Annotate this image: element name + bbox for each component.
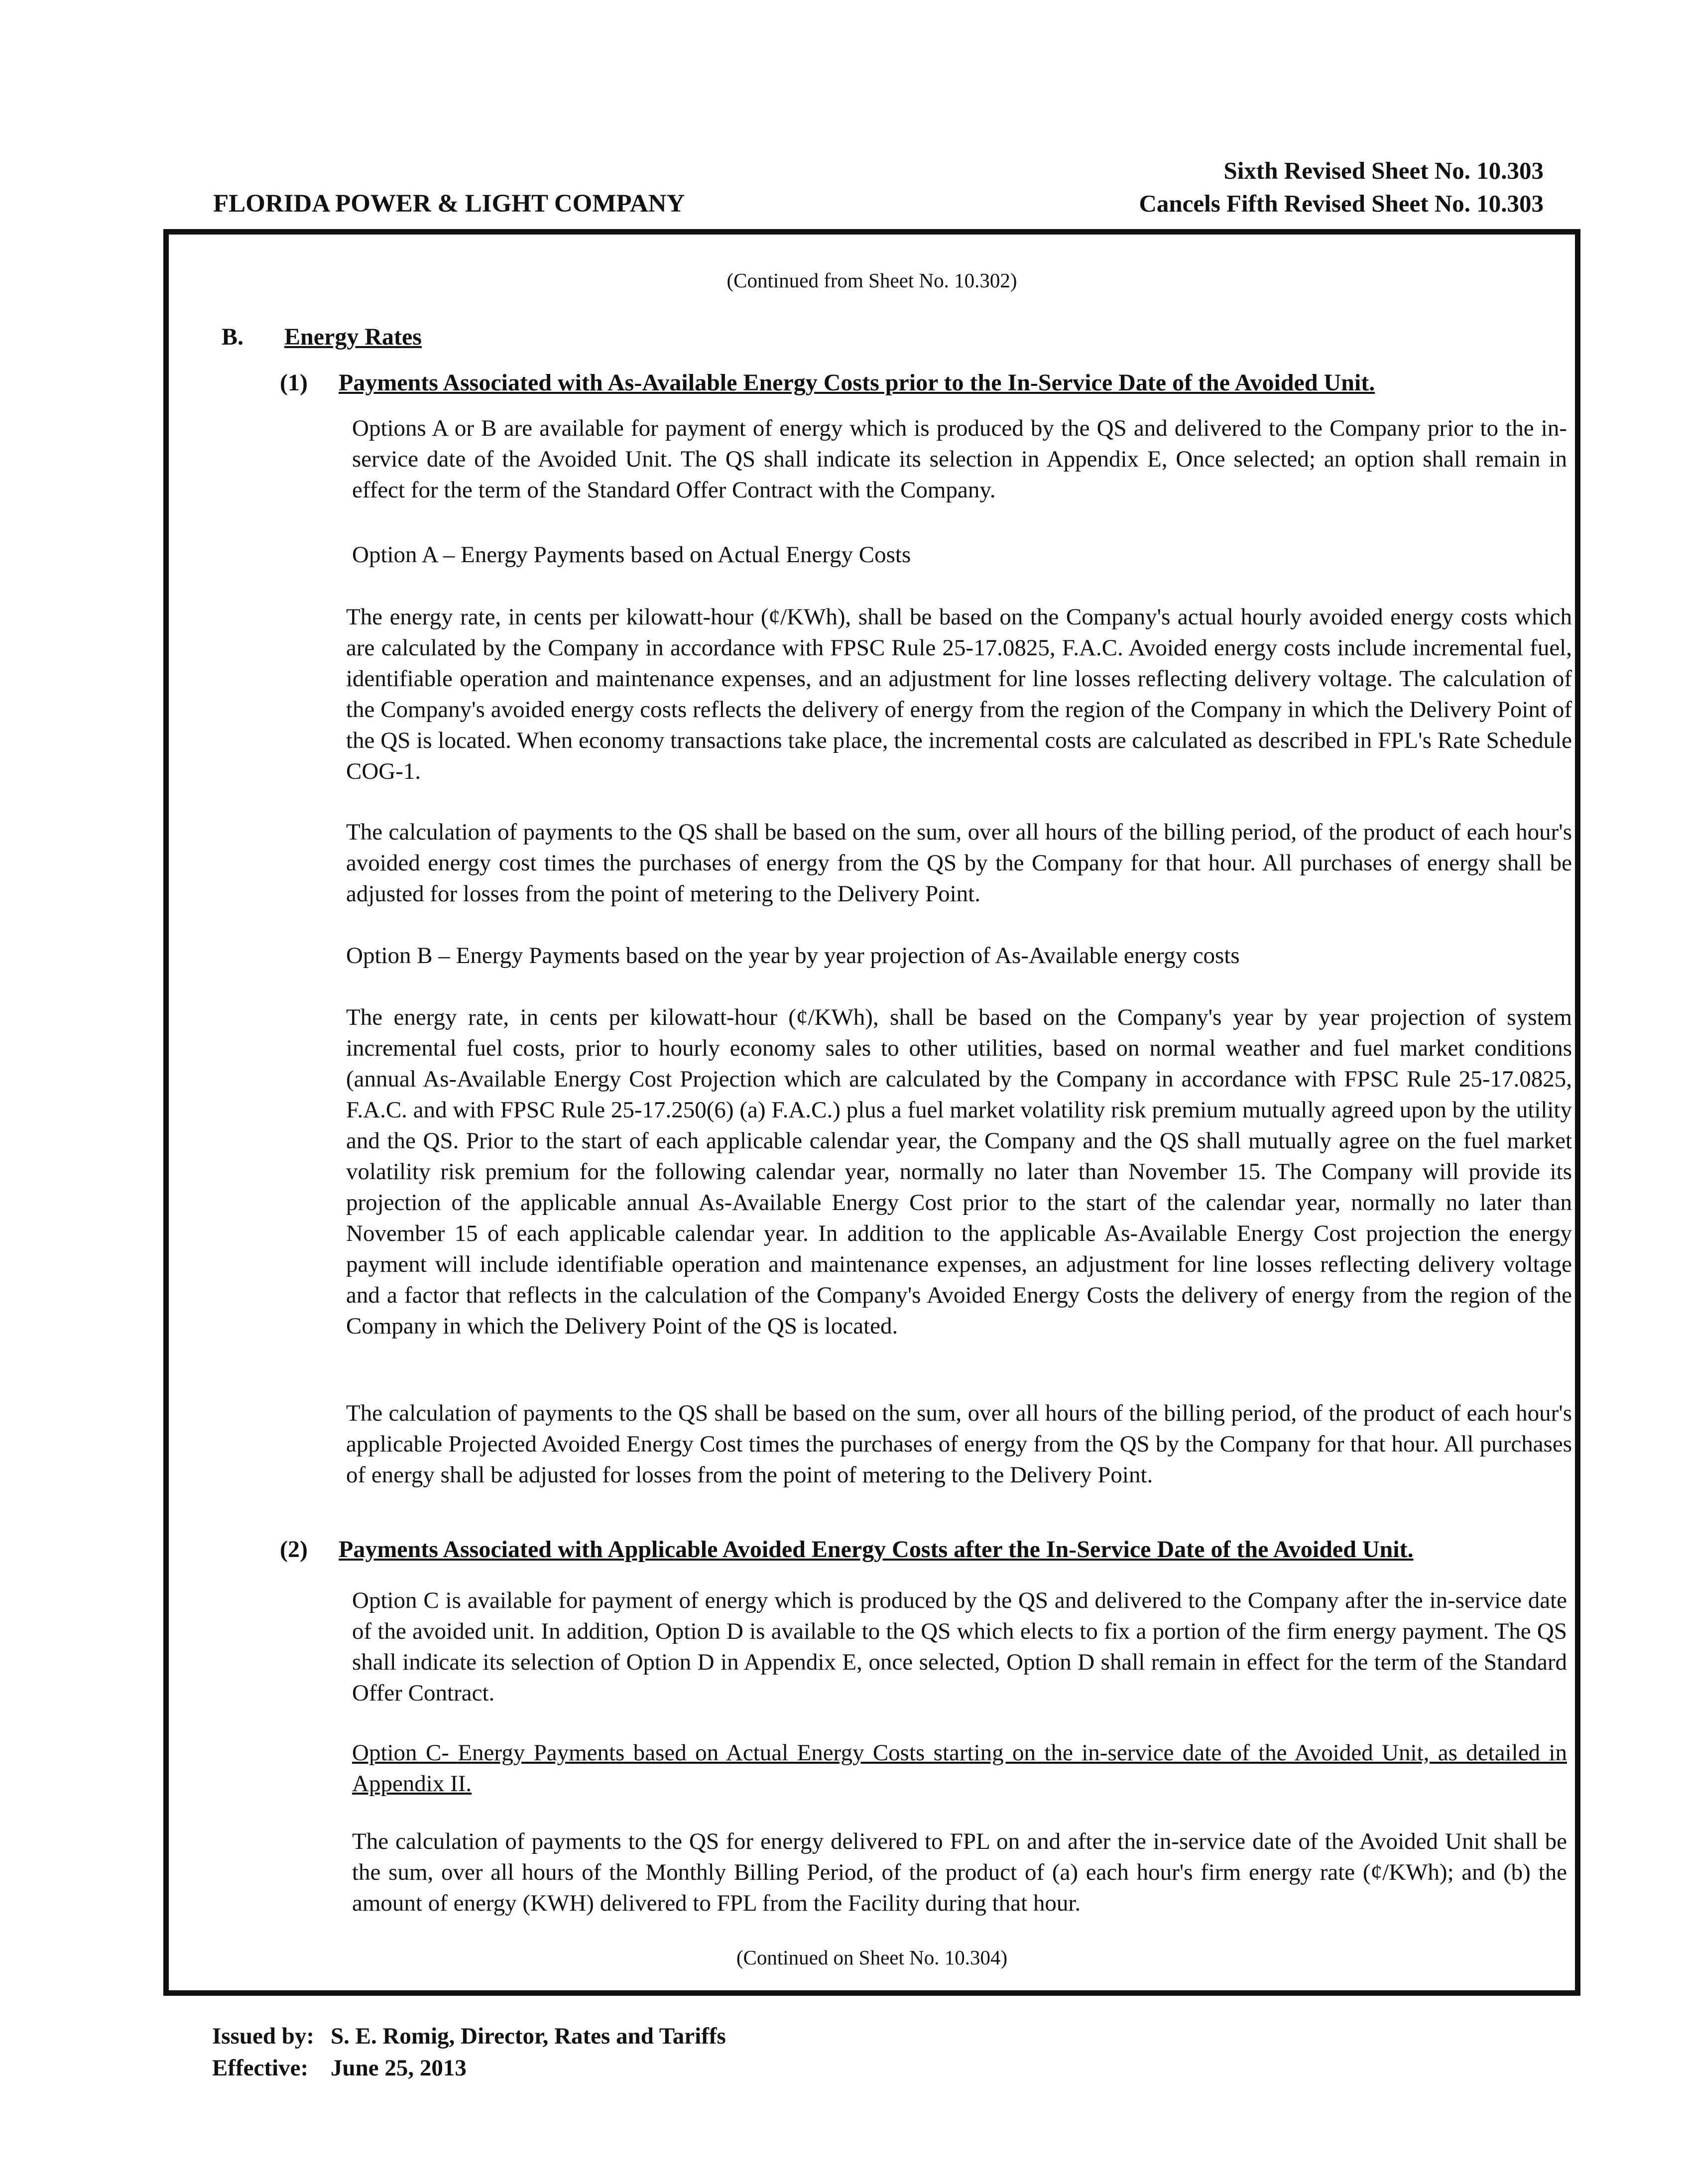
section-title: Energy Rates (284, 324, 422, 350)
subsection-1-heading (280, 369, 1375, 396)
section-b-heading (222, 323, 422, 351)
issued-by-label: Issued by: (212, 2023, 315, 2049)
continued-from-note: (Continued from Sheet No. 10.302) (726, 269, 1017, 292)
issued-by-line (212, 2020, 726, 2052)
subsection-title: Payments Associated with As-Available Energy Costs prior to the In-Service Date of the Avoided Unit. (339, 369, 1375, 396)
cancels-sheet-number: Cancels Fifth Revised Sheet No. 10.303 (1139, 190, 1544, 217)
section-letter: B. (222, 324, 244, 350)
subsection-title: Payments Associated with Applicable Avoided Energy Costs after the In-Service Date of the Avoided Unit. (339, 1536, 1414, 1563)
effective-line (212, 2052, 726, 2084)
issuance-footer (212, 2020, 726, 2084)
option-b-heading: Option B – Energy Payments based on the year by year projection of As-Available energy costs (346, 943, 1240, 969)
issued-by-value: S. E. Romig, Director, Rates and Tariffs (331, 2023, 726, 2049)
effective-date: June 25, 2013 (331, 2055, 467, 2081)
paragraph-option-b-rate: The energy rate, in cents per kilowatt-hour (¢/KWh), shall be based on the Company's year by year projection of system incremental fuel costs, prior to hourly economy sales to other utilities, based on normal weather and fuel market conditions (annual As-Available Energy Cost Projection which are calculated by the Company in accordance with FPSC Rule 25-17.0825, F.A.C. and with FPSC Rule 25-17.250(6) (a) F.A.C.) plus a fuel market volatility risk premium mutually agreed upon by the utility and the QS. Prior to the start of each applicable calendar year, the Company and the QS shall mutually agree on the fuel market volatility risk premium for the following calendar year, normally no later than November 15. The Company will provide its projection of the applicable annual As-Available Energy Cost prior to the start of the calendar year, normally no later than November 15 of each applicable calendar year. In addition to the applicable As-Available Energy Cost projection the energy payment will include identifiable operation and maintenance expenses, an adjustment for line losses reflecting delivery voltage and a factor that reflects in the calculation of the Company's Avoided Energy Costs the delivery of energy from the region of the Company in which the Delivery Point of the QS is located. (346, 1004, 1572, 1339)
sheet-number: Sixth Revised Sheet No. 10.303 (1223, 157, 1544, 184)
option-a-heading: Option A – Energy Payments based on Actual Energy Costs (352, 542, 911, 568)
paragraph-option-a-rate: The energy rate, in cents per kilowatt-hour (¢/KWh), shall be based on the Company's actual hourly avoided energy costs which are calculated by the Company in accordance with FPSC Rule 25-17.0825, F.A.C. Avoided energy costs include incremental fuel, identifiable operation and maintenance expenses, and an adjustment for line losses reflecting delivery voltage. The calculation of the Company's avoided energy costs reflects the delivery of energy from the region of the Company in which the Delivery Point of the QS is located. When economy transactions take place, the incremental costs are calculated as described in FPL's Rate Schedule COG-1. (346, 604, 1572, 784)
subsection-2-heading (280, 1536, 1414, 1563)
effective-label: Effective: (212, 2055, 309, 2081)
paragraph-option-b-calculation: The calculation of payments to the QS shall be based on the sum, over all hours of the billing period, of the product of each hour's applicable Projected Avoided Energy Cost times the purchases of energy from the QS by the Company for that hour. All purchases of energy shall be adjusted for losses from the point of metering to the Delivery Point. (346, 1400, 1572, 1488)
continued-on-note: (Continued on Sheet No. 10.304) (736, 1946, 1008, 1969)
subsection-number: (1) (280, 369, 308, 396)
sheet-number-block (1139, 154, 1544, 220)
subsection-number: (2) (280, 1536, 308, 1563)
paragraph-options-intro: Options A or B are available for payment of energy which is produced by the QS and delivered to the Company prior to the in-service date of the Avoided Unit. The QS shall indicate its selection in Appendix E, Once selected; an option shall remain in effect for the term of the Standard Offer Contract with the Company. (352, 415, 1567, 503)
option-c-heading: Option C- Energy Payments based on Actual Energy Costs starting on the in-service date of the Avoided Unit, as detailed in Appendix II. (352, 1740, 1567, 1797)
paragraph-option-a-calculation: The calculation of payments to the QS shall be based on the sum, over all hours of the billing period, of the product of each hour's avoided energy cost times the purchases of energy from the QS by the Company for that hour. All purchases of energy shall be adjusted for losses from the point of metering to the Delivery Point. (346, 819, 1572, 907)
tariff-frame (163, 229, 1580, 1996)
company-name: FLORIDA POWER & LIGHT COMPANY (213, 190, 685, 218)
paragraph-options-c-d-intro: Option C is available for payment of energy which is produced by the QS and delivered to the Company after the in-service date of the avoided unit. In addition, Option D is available to the QS which elects to fix a portion of the firm energy payment. The QS shall indicate its selection of Option D in Appendix E, once selected, Option D shall remain in effect for the term of the Standard Offer Contract. (352, 1587, 1567, 1706)
paragraph-option-c-calculation: The calculation of payments to the QS for energy delivered to FPL on and after the in-service date of the Avoided Unit shall be the sum, over all hours of the Monthly Billing Period, of the product of (a) each hour's firm energy rate (¢/KWh); and (b) the amount of energy (KWH) delivered to FPL from the Facility during that hour. (352, 1828, 1567, 1916)
